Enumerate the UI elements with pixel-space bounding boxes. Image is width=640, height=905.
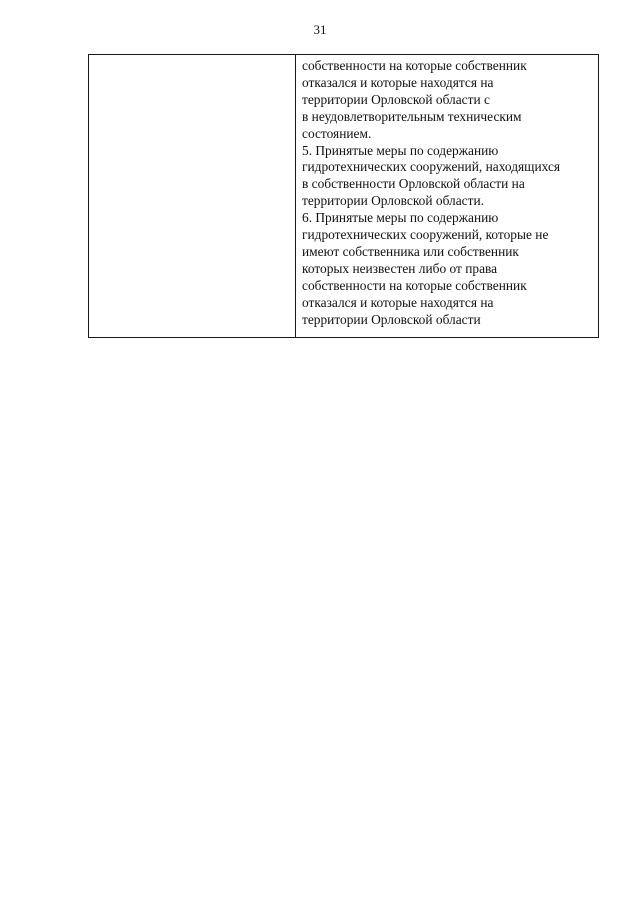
content-table xyxy=(88,54,599,338)
text-line: отказался и которые находятся на xyxy=(302,74,494,90)
table-cell-right xyxy=(296,55,599,338)
page-number: 31 xyxy=(313,22,327,37)
table-row xyxy=(89,55,599,338)
text-line: территории Орловской области xyxy=(302,311,481,327)
text-line: территории Орловской области. xyxy=(302,193,484,209)
text-line: имеют собственника или собственник xyxy=(302,243,519,259)
text-line: собственности на которые собственник xyxy=(302,277,527,293)
text-line: собственности на которые собственник xyxy=(302,58,527,73)
text-line: состоянием. xyxy=(302,125,372,141)
text-line: в неудовлетворительным техническим xyxy=(302,108,522,124)
text-line: гидротехнических сооружений, находящихся xyxy=(302,159,561,175)
text-line: 5. Принятые меры по содержанию xyxy=(302,142,499,158)
table-cell-left xyxy=(89,55,296,338)
text-line: в собственности Орловской области на xyxy=(302,176,525,192)
text-line: гидротехнических сооружений, которые не xyxy=(302,227,549,243)
text-line: территории Орловской области с xyxy=(302,91,490,107)
text-line: 6. Принятые меры по содержанию xyxy=(302,210,499,226)
text-line: отказался и которые находятся на xyxy=(302,294,494,310)
text-line: которых неизвестен либо от права xyxy=(302,260,498,276)
